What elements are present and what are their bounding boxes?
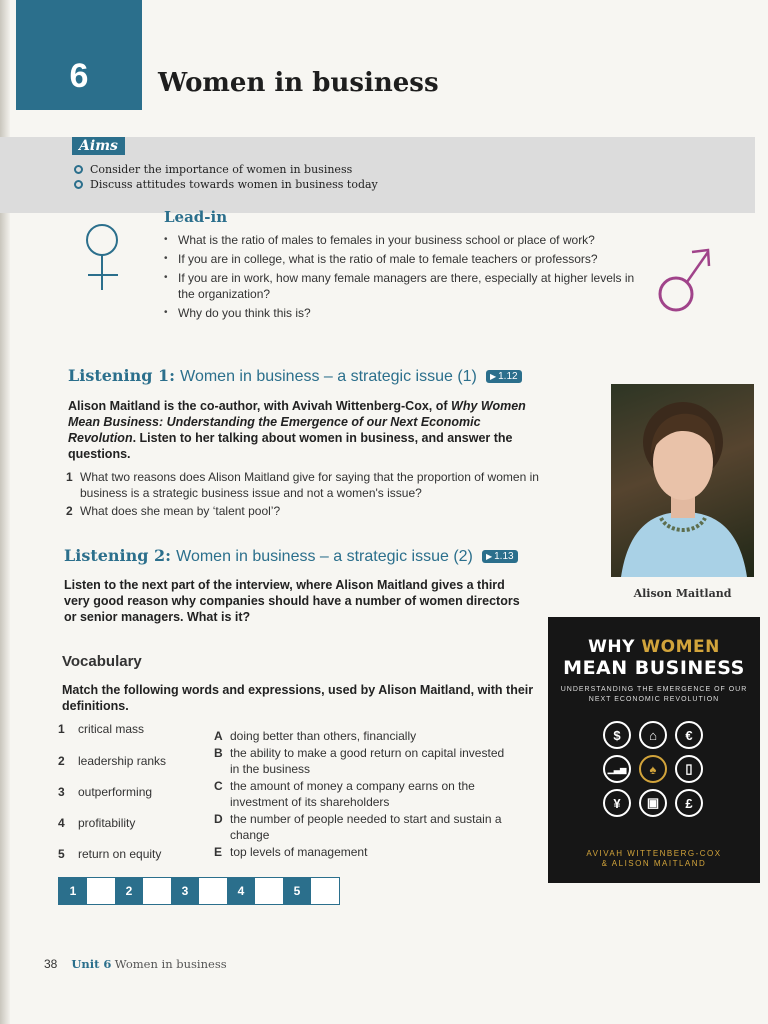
unit-number-box	[16, 0, 142, 110]
listening-1-label: Listening 1:	[68, 366, 176, 385]
venus-symbol-icon	[78, 220, 128, 292]
instruction-text: Alison Maitland is the co-author, with Avivah Wittenberg-Cox, of	[68, 399, 452, 413]
unit-number: 6	[69, 57, 89, 95]
definition-letter: B	[214, 746, 223, 760]
answer-blank[interactable]	[199, 878, 227, 904]
answer-number: 1	[59, 878, 87, 904]
aims-item-text: Consider the importance of women in business	[90, 163, 353, 176]
vocab-definition	[214, 728, 514, 744]
answer-blank[interactable]	[143, 878, 171, 904]
footer-unit	[71, 957, 226, 971]
mars-symbol-icon	[652, 244, 714, 316]
aims-item-text: Discuss attitudes towards women in business today	[90, 178, 378, 191]
portrait-illustration	[611, 384, 754, 577]
listening-2-label: Listening 2:	[64, 546, 172, 565]
bar-chart-icon: ▁▃▅	[603, 755, 631, 783]
book-icon-grid	[548, 721, 760, 817]
listening-2-instructions: Listen to the next part of the interview, where Alison Maitland gives a third very good reason why companies should have a number of women directors or senior managers. What is it?	[64, 578, 520, 624]
page-number: 38	[44, 957, 58, 971]
word-number: 3	[58, 785, 65, 799]
definition-text: the amount of money a company earns on the investment of its shareholders	[230, 779, 475, 809]
definition-letter: A	[214, 729, 223, 743]
answer-blank[interactable]	[87, 878, 115, 904]
audio-track-badge[interactable]	[482, 550, 518, 563]
euro-icon: €	[675, 721, 703, 749]
book-title-line-1	[548, 637, 760, 657]
vocab-definition	[214, 778, 514, 810]
lead-in-title: Lead-in	[164, 208, 228, 226]
book-title-highlight: WOMEN	[641, 637, 720, 657]
play-icon: ▶	[485, 552, 493, 561]
word-text: outperforming	[78, 785, 153, 799]
circle-bullet-icon	[74, 165, 83, 174]
audio-track-badge[interactable]	[486, 370, 522, 383]
vocab-definition	[214, 844, 514, 860]
question-number: 1	[66, 470, 73, 484]
female-figure-icon: ♠	[639, 755, 667, 783]
dollar-icon: $	[603, 721, 631, 749]
word-number: 2	[58, 754, 65, 768]
track-number: 1.12	[498, 371, 518, 382]
vocab-word	[58, 754, 166, 768]
circle-bullet-icon	[74, 180, 83, 189]
definition-letter: D	[214, 812, 223, 826]
instruction-text: . Listen to her talking about women in business, and answer the questions.	[68, 431, 513, 461]
book-title-line-2: MEAN BUSINESS	[563, 657, 745, 679]
book-author: AVIVAH WITTENBERG-COX	[586, 849, 722, 858]
vocab-definition	[214, 745, 514, 777]
word-number: 5	[58, 847, 65, 861]
definition-letter: C	[214, 779, 223, 793]
listening-2-title: Women in business – a strategic issue (2)	[176, 548, 473, 565]
vocab-word	[58, 847, 161, 861]
yen-icon: ¥	[603, 789, 631, 817]
page-title: Women in business	[158, 68, 439, 98]
pound-icon: £	[675, 789, 703, 817]
book-subtitle-line: UNDERSTANDING THE EMERGENCE OF OUR	[560, 686, 748, 693]
lead-in-questions	[162, 232, 642, 324]
question-number: 2	[66, 504, 73, 518]
word-number: 4	[58, 816, 65, 830]
word-text: profitability	[78, 816, 136, 830]
play-icon: ▶	[489, 372, 497, 381]
definition-text: the ability to make a good return on capital invested in the business	[230, 746, 505, 776]
book-authors	[548, 849, 760, 869]
book-cover	[548, 617, 760, 883]
portrait-caption: Alison Maitland	[633, 587, 732, 600]
question-item	[66, 469, 546, 501]
aims-label: Aims	[72, 137, 125, 155]
listening-1-instructions	[68, 398, 538, 462]
answer-number: 3	[171, 878, 199, 904]
answer-blank[interactable]	[255, 878, 283, 904]
vocab-word	[58, 816, 135, 830]
answer-blank[interactable]	[311, 878, 339, 904]
vocabulary-definitions	[214, 728, 514, 861]
vocab-word	[58, 785, 152, 799]
word-text: return on equity	[78, 847, 162, 861]
answer-grid	[58, 877, 340, 905]
lead-in-question: • If you are in college, what is the ratio of male to female teachers or professors?	[162, 251, 642, 267]
answer-number: 4	[227, 878, 255, 904]
lead-in-question: • Why do you think this is?	[162, 305, 642, 321]
listening-1-title: Women in business – a strategic issue (1)	[180, 368, 477, 385]
word-number: 1	[58, 722, 65, 736]
book-subtitle	[548, 685, 760, 705]
lead-in-question: • If you are in work, how many female managers are there, especially at higher levels in the organization?	[162, 270, 642, 302]
word-text: critical mass	[78, 722, 145, 736]
question-text: What two reasons does Alison Maitland give for saying that the proportion of women in business is a strategic business issue and not a women's issue?	[80, 470, 539, 500]
definition-text: the number of people needed to start and sustain a change	[230, 812, 502, 842]
vocabulary-title: Vocabulary	[62, 653, 142, 670]
book-title-word: WHY	[588, 637, 635, 657]
answer-number: 2	[115, 878, 143, 904]
definition-letter: E	[214, 845, 223, 859]
book-subtitle-line: NEXT ECONOMIC REVOLUTION	[588, 696, 720, 703]
word-text: leadership ranks	[78, 754, 167, 768]
listening-1-heading	[68, 366, 522, 386]
listening-1-questions	[66, 469, 546, 521]
book-author: & ALISON MAITLAND	[601, 859, 707, 868]
footer-unit-label: Unit 6	[71, 957, 112, 971]
question-item	[66, 503, 546, 519]
track-number: 1.13	[494, 551, 514, 562]
vocabulary-instructions: Match the following words and expressions, used by Alison Maitland, with their definitions.	[62, 683, 534, 713]
definition-text: top levels of management	[230, 845, 368, 859]
aims-item	[74, 177, 378, 192]
aims-list	[74, 162, 378, 192]
phone-icon: ▯	[675, 755, 703, 783]
bank-icon: ⌂	[639, 721, 667, 749]
vocab-definition	[214, 811, 514, 843]
question-text: What does she mean by ‘talent pool’?	[80, 504, 281, 518]
monitor-icon: ▣	[639, 789, 667, 817]
answer-number: 5	[283, 878, 311, 904]
definition-text: doing better than others, financially	[230, 729, 417, 743]
book-title-reference: Why Women Mean Business: Understanding the Emergence of our Next Economic Revolution	[68, 399, 526, 445]
portrait-photo	[611, 384, 754, 577]
vocab-word	[58, 722, 144, 736]
page-footer	[44, 957, 227, 971]
footer-unit-name: Women in business	[114, 957, 227, 971]
lead-in-question: • What is the ratio of males to females in your business school or place of work?	[162, 232, 642, 248]
aims-item	[74, 162, 378, 177]
listening-2-heading	[64, 546, 518, 566]
